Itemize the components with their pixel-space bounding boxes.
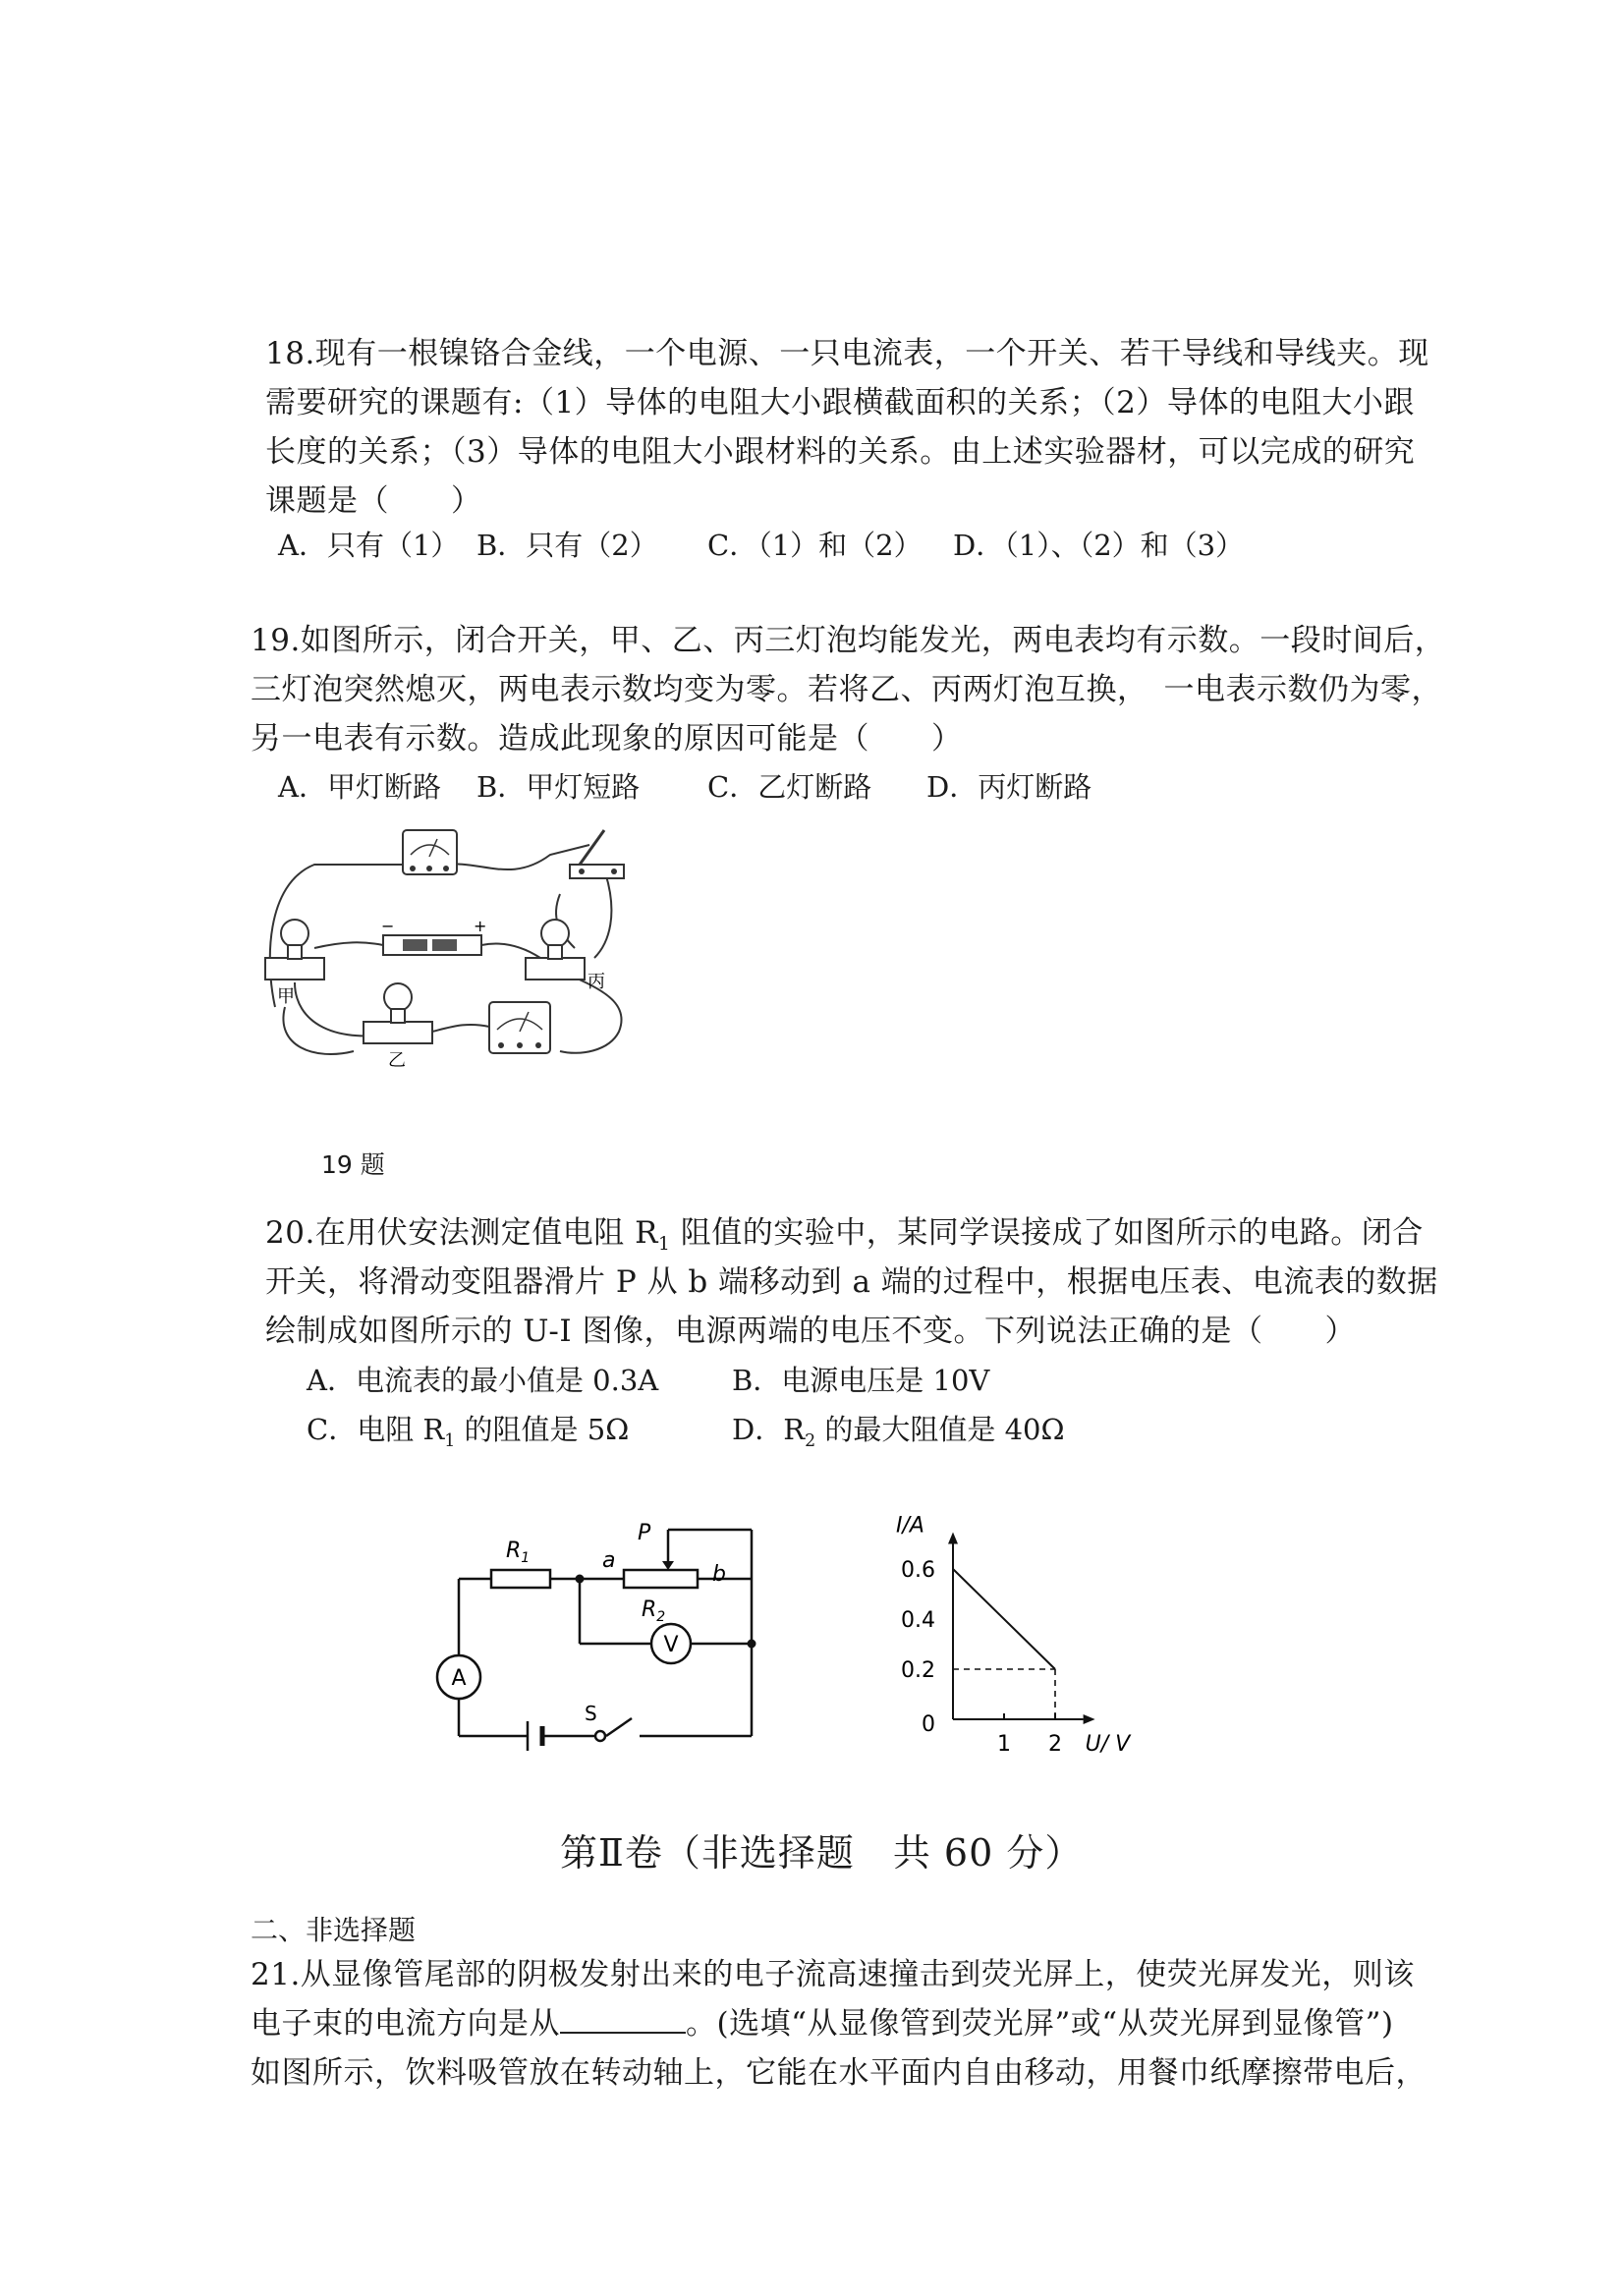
lamp-jia-icon [265, 920, 324, 1007]
q20-line-1-part-b: 阻值的实验中，某同学误接成了如图所示的电路。闭合 [670, 1215, 1424, 1251]
switch-contact-icon [595, 1731, 605, 1741]
y-axis-label: I/A [896, 1513, 924, 1539]
r1-label-main: R [506, 1539, 522, 1563]
chart-marks [953, 1569, 1055, 1719]
q19-figure-caption: 19 题 [321, 1150, 385, 1179]
q20-circuit-diagram [418, 1518, 771, 1754]
q20-option-c-part-a: C．电阻 R [307, 1413, 445, 1446]
q18-line-1: 18.现有一根镍铬合金线，一个电源、一只电流表，一个开关、若干导线和导线夹。现 [265, 336, 1429, 371]
voltmeter-label: V [663, 1633, 679, 1657]
q21-answer-blank[interactable] [560, 2008, 686, 2034]
q18-line-3: 长度的关系；（3）导体的电阻大小跟材料的关系。由上述实验器材，可以完成的研究 [265, 434, 1416, 470]
r1-label [506, 1539, 530, 1566]
y-axis-arrow-icon [948, 1533, 958, 1544]
r2-label [642, 1597, 665, 1625]
q20-option-c [307, 1410, 629, 1461]
q18-line-4: 课题是（ ） [265, 483, 482, 519]
y-tick-label: 0.6 [901, 1558, 935, 1583]
q20-option-d [732, 1410, 1065, 1461]
q20-option-c-sub: 1 [444, 1430, 456, 1451]
q18-option-c: C．（1）和（2） [707, 529, 923, 562]
q20-line-2: 开关，将滑动变阻器滑片 P 从 b 端移动到 a 端的过程中，根据电压表、电流表的数据 [265, 1264, 1438, 1300]
q20-line-1-sub: 1 [658, 1234, 671, 1256]
switch-icon [570, 830, 624, 878]
meter-bottom-icon [489, 1002, 550, 1053]
section-heading: 二、非选择题 [251, 1914, 417, 1946]
series-line [953, 1569, 1055, 1669]
q21-line-2-part-a: 电子束的电流方向是从 [251, 2006, 560, 2042]
meter-top-icon [403, 830, 457, 874]
q20-option-c-part-b: 的阻值是 5Ω [455, 1413, 630, 1446]
q18-option-a: A．只有（1） [278, 529, 460, 562]
q21-line-2-part-b: 。(选填“从显像管到荧光屏”或“从荧光屏到显像管”) [686, 2006, 1394, 2042]
battery-plus-label: + [474, 917, 487, 935]
p-label: P [638, 1521, 651, 1545]
a-label: a [602, 1548, 616, 1573]
x-axis-arrow-icon [1084, 1714, 1095, 1724]
q19-line-3: 另一电表有示数。造成此现象的原因可能是（ ） [251, 721, 963, 756]
lamp-jia-label: 甲 [277, 986, 295, 1007]
q19-circuit-figure [255, 825, 648, 1071]
switch-label: S [585, 1702, 597, 1725]
q20-line-1-part-a: 20.在用伏安法测定值电阻 R [265, 1215, 658, 1251]
slider-arrow-icon [662, 1561, 674, 1570]
q18-line-2: 需要研究的课题有:（1）导体的电阻大小跟横截面积的关系；（2）导体的电阻大小跟 [265, 385, 1415, 420]
y-tick-label: 0.2 [901, 1658, 935, 1683]
q21-line-1: 21.从显像管尾部的阴极发射出来的电子流高速撞击到荧光屏上，使荧光屏发光，则该 [251, 1957, 1415, 1992]
q19-line-1: 19.如图所示，闭合开关，甲、乙、丙三灯泡均能发光，两电表均有示数。一段时间后， [251, 623, 1446, 658]
junction-dot [748, 1640, 756, 1649]
q19-option-b: B．甲灯短路 [476, 770, 641, 804]
q20-option-d-sub: 2 [805, 1430, 816, 1451]
q18-option-b: B．只有（2） [476, 529, 658, 562]
battery-minus-label: − [381, 917, 395, 935]
lamp-yi-label: 乙 [388, 1050, 406, 1071]
q19-option-d: D．丙灯断路 [926, 770, 1092, 804]
q20-option-d-part-b: 的最大阻值是 40Ω [815, 1413, 1065, 1446]
b-label: b [712, 1562, 726, 1587]
chart-axes [896, 1514, 1132, 1758]
x-axis-label: U/ V [1085, 1732, 1131, 1757]
ammeter-label: A [451, 1666, 467, 1691]
q19-option-c: C．乙灯断路 [707, 770, 872, 804]
x-tick-label: 2 [1048, 1732, 1062, 1757]
r2-label-sub: 2 [656, 1609, 666, 1625]
q21-line-2 [251, 2004, 1394, 2044]
resistor-r2 [624, 1570, 698, 1588]
q19-option-a: A．甲灯断路 [278, 770, 441, 804]
q20-option-a: A．电流表的最小值是 0.3A [307, 1364, 659, 1397]
part-2-title: 第Ⅱ卷（非选择题 共 60 分） [560, 1831, 1084, 1875]
junction-dot [576, 1575, 585, 1584]
q20-line-3: 绘制成如图所示的 U-I 图像，电源两端的电压不变。下列说法正确的是（ ） [265, 1314, 1357, 1349]
r2-label-main: R [642, 1597, 657, 1622]
y-tick-label: 0 [922, 1712, 935, 1737]
lamp-bing-label: 丙 [588, 972, 605, 992]
resistor-r1 [491, 1570, 550, 1588]
q18-option-d: D．（1）、（2）和（3） [953, 529, 1245, 562]
q20-option-d-part-a: D．R [732, 1413, 806, 1446]
q20-ui-chart [884, 1493, 1208, 1759]
battery-icon [381, 917, 486, 955]
x-tick-label: 1 [997, 1732, 1011, 1757]
y-tick-label: 0.4 [901, 1608, 935, 1633]
lamp-yi-icon [364, 983, 432, 1071]
r1-label-sub: 1 [521, 1550, 531, 1566]
q21-line-3: 如图所示，饮料吸管放在转动轴上，它能在水平面内自由移动，用餐巾纸摩擦带电后， [251, 2055, 1427, 2091]
q20-option-b: B．电源电压是 10V [732, 1364, 990, 1397]
q20-line-1 [265, 1213, 1424, 1264]
q19-line-2: 三灯泡突然熄灭，两电表示数均变为零。若将乙、丙两灯泡互换， 一电表示数仍为零， [251, 672, 1442, 707]
